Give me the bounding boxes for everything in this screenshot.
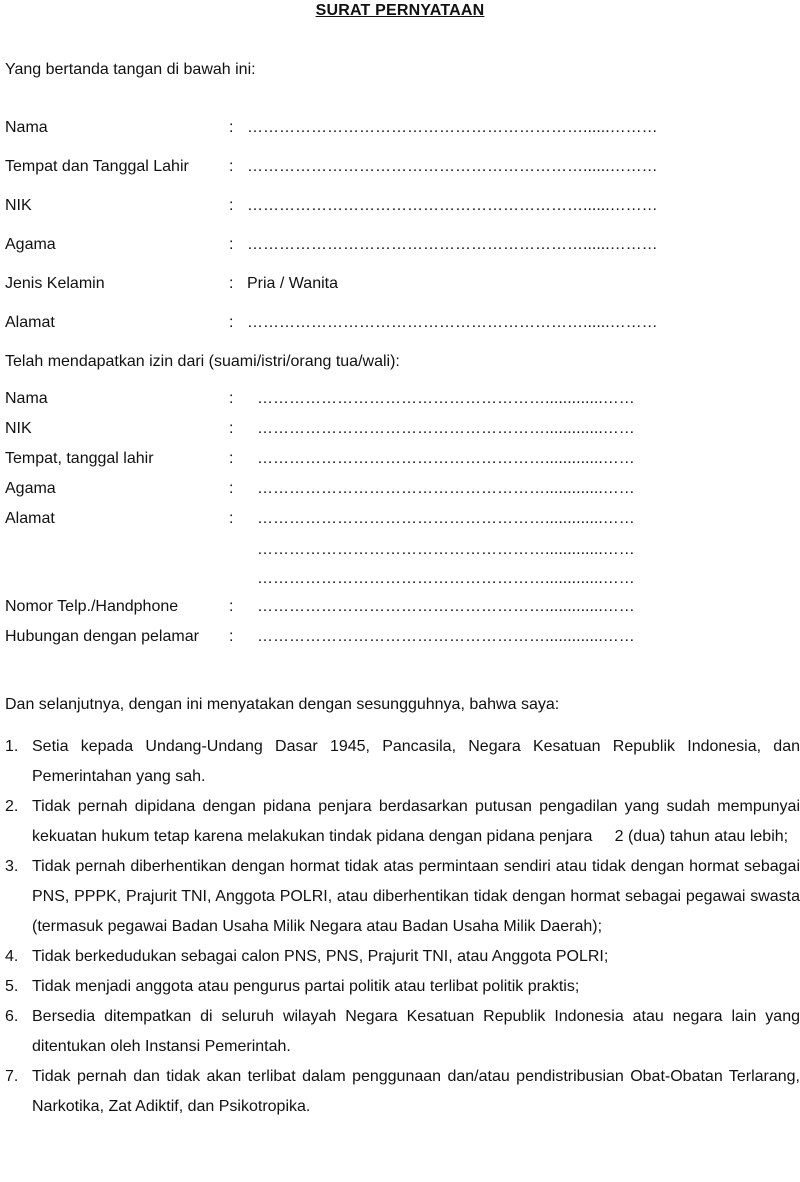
field-blank: ……………………………………………….............……	[257, 390, 635, 407]
field-row-nama	[5, 118, 795, 138]
statement-text: Tidak berkedudukan sebagai calon PNS, PNS, Prajurit TNI, atau Anggota POLRI;	[32, 948, 609, 965]
guardian-row-nik	[5, 419, 795, 439]
statement-number: 5.	[5, 978, 19, 995]
field-label: NIK	[5, 420, 32, 437]
field-colon: :	[229, 598, 234, 615]
field-blank: ……………………………………………….............……	[257, 628, 635, 645]
statement-item	[5, 1002, 800, 1062]
field-colon: :	[229, 158, 234, 175]
field-blank: ……………………………………………….............……	[257, 510, 635, 527]
field-label: Nama	[5, 119, 48, 136]
field-row-tempat-tanggal-lahir	[5, 157, 795, 177]
field-colon: :	[229, 420, 234, 437]
statement-item	[5, 732, 800, 792]
field-colon: :	[229, 314, 234, 331]
guardian-row-hubungan	[5, 627, 795, 647]
guardian-row-alamat	[5, 509, 795, 529]
guardian-row-tempat-tanggal-lahir	[5, 449, 795, 469]
statement-text: Setia kepada Undang-Undang Dasar 1945, Pancasila, Negara Kesatuan Republik Indonesia, dan Pemerintahan yang sah.	[32, 738, 800, 785]
statement-text: Tidak menjadi anggota atau pengurus partai politik atau terlibat politik praktis;	[32, 978, 580, 995]
field-row-jenis-kelamin	[5, 274, 795, 294]
field-label: Nama	[5, 390, 48, 407]
document-title: SURAT PERNYATAAN	[315, 2, 485, 19]
field-blank: ……………………………………………….............……	[257, 570, 635, 587]
permission-intro: Telah mendapatkan izin dari (suami/istri/orang tua/wali):	[5, 353, 400, 370]
guardian-row-alamat-line3	[5, 569, 795, 589]
field-label: Hubungan dengan pelamar	[5, 628, 199, 645]
field-label: Agama	[5, 480, 56, 497]
field-blank: ……………………………………………….............……	[257, 541, 635, 558]
statement-number: 7.	[5, 1068, 19, 1085]
guardian-row-nama	[5, 389, 795, 409]
statement-text: Tidak pernah dan tidak akan terlibat dalam penggunaan dan/atau pendistribusian Obat-Obatan Terlarang, Narkotika, Zat Adiktif, dan Psikotropika.	[32, 1068, 800, 1115]
guardian-row-alamat-line2	[5, 540, 795, 560]
field-label: NIK	[5, 197, 32, 214]
statement-number: 4.	[5, 948, 19, 965]
field-blank: ……………………………………………….............……	[257, 420, 635, 437]
statement-number: 6.	[5, 1008, 19, 1025]
field-blank: ………………………………………………………......………	[247, 236, 658, 253]
declaration-intro: Dan selanjutnya, dengan ini menyatakan dengan sesungguhnya, bahwa saya:	[5, 696, 560, 713]
field-blank: ………………………………………………………......………	[247, 197, 658, 214]
field-label: Alamat	[5, 510, 55, 527]
statement-text: Bersedia ditempatkan di seluruh wilayah Negara Kesatuan Republik Indonesia atau negara lain yang ditentukan oleh Instansi Pemerintah.	[32, 1008, 800, 1055]
statement-text: Tidak pernah dipidana dengan pidana penjara berdasarkan putusan pengadilan yang sudah mempunyai kekuatan hukum tetap karena melakukan tindak pidana dengan pidana penjara 2 (dua) tahun atau lebih;	[32, 798, 800, 845]
field-colon: :	[229, 450, 234, 467]
field-colon: :	[229, 119, 234, 136]
guardian-row-agama	[5, 479, 795, 499]
statement-item	[5, 972, 800, 1002]
field-colon: :	[229, 275, 234, 292]
statement-item	[5, 942, 800, 972]
statement-list	[5, 732, 800, 1122]
field-row-nik	[5, 196, 795, 216]
statement-number: 3.	[5, 858, 19, 875]
statement-number: 1.	[5, 738, 19, 755]
field-blank: ……………………………………………….............……	[257, 480, 635, 497]
field-blank: ………………………………………………………......………	[247, 314, 658, 331]
field-colon: :	[229, 628, 234, 645]
field-colon: :	[229, 510, 234, 527]
field-label: Agama	[5, 236, 56, 253]
field-label: Tempat, tanggal lahir	[5, 450, 154, 467]
statement-item	[5, 1062, 800, 1122]
intro-text: Yang bertanda tangan di bawah ini:	[5, 61, 256, 78]
guardian-row-nomor-telp	[5, 597, 795, 617]
field-colon: :	[229, 390, 234, 407]
statement-item	[5, 852, 800, 942]
statement-item	[5, 792, 800, 852]
field-colon: :	[229, 197, 234, 214]
field-label: Alamat	[5, 314, 55, 331]
field-colon: :	[229, 236, 234, 253]
field-blank: ………………………………………………………......………	[247, 158, 658, 175]
field-blank: ……………………………………………….............……	[257, 598, 635, 615]
field-value-gender: Pria / Wanita	[247, 275, 338, 292]
statement-text: Tidak pernah diberhentikan dengan hormat tidak atas permintaan sendiri atau tidak dengan hormat sebagai PNS, PPPK, Prajurit TNI, Anggota POLRI, atau diberhentikan tidak dengan hormat sebagai pegawai swasta (termasuk pegawai Badan Usaha Milik Negara atau Badan Usaha Milik Daerah);	[32, 858, 800, 935]
field-label: Jenis Kelamin	[5, 275, 105, 292]
field-row-agama	[5, 235, 795, 255]
field-label: Tempat dan Tanggal Lahir	[5, 158, 189, 175]
field-label: Nomor Telp./Handphone	[5, 598, 179, 615]
field-colon: :	[229, 480, 234, 497]
field-blank: ……………………………………………….............……	[257, 450, 635, 467]
field-blank: ………………………………………………………......………	[247, 119, 658, 136]
field-row-alamat	[5, 313, 795, 333]
statement-number: 2.	[5, 798, 19, 815]
